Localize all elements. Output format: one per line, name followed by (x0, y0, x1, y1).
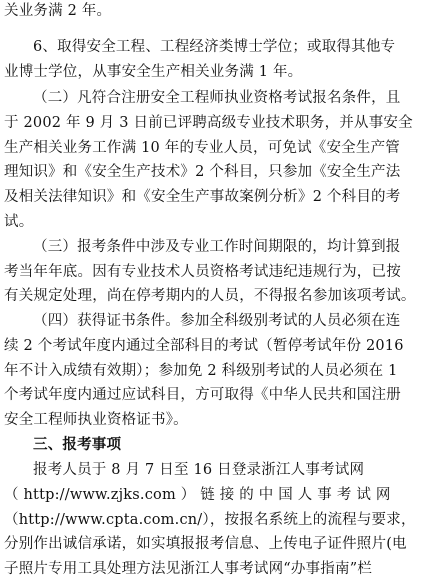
text-line: 试。 (4, 214, 34, 230)
text-line: 个考试年度内通过应试科目，方可取得《中华人民共和国注册 (4, 387, 401, 403)
text-line: 理知识》和《安全生产技术》2 个科目，只参加《安全生产法 (4, 164, 401, 180)
text-line: （http://www.cpta.com.cn/），按报名系统上的流程与要求， (4, 512, 416, 528)
text-line: 考当年年底。因有专业技术人员资格考试违纪违规行为，已按 (4, 264, 401, 280)
text-line: 子照片专用工具处理方法见浙江人事考试网“办事指南”栏 (4, 561, 373, 577)
text-line: 年不计入成绩有效期）；参加免 2 科级别考试的人员必须在 1 (4, 363, 398, 379)
text-line: 6、取得安全工程、工程经济类博士学位；或取得其他专 (33, 39, 396, 55)
text-line: 于 2002 年 9 月 3 日前已评聘高级专业技术职务，并从事安全 (4, 115, 413, 131)
text-line: 业博士学位，从事安全生产相关业务满 1 年。 (4, 64, 303, 80)
text-line: 有关规定处理，尚在停考期内的人员，不得报名参加该项考试。 (4, 288, 416, 304)
text-line: 及相关法律知识》和《安全生产事故案例分析》2 个科目的考 (4, 189, 401, 205)
text-line: 生产相关业务工作满 10 年的专业人员，可免试《安全生产管 (4, 140, 400, 156)
section-heading: 三、报考事项 (33, 437, 122, 453)
text-line: 分别作出诚信承诺，如实填报报考信息、上传电子证件照片(电 (4, 536, 407, 552)
text-line: 安全工程师执业资格证书》。 (4, 412, 188, 428)
text-line: （二）凡符合注册安全工程师执业资格考试报名条件，且 (33, 90, 401, 106)
text-line: （三）报考条件中涉及专业工作时间期限的，均计算到报 (33, 239, 401, 255)
text-line: （ http://www.zjks.com ） 链 接 的 中 国 人 事 考 试 网 (4, 487, 391, 503)
text-line: 续 2 个考试年度内通过全部科目的考试（暂停考试年份 2016 (4, 338, 404, 354)
text-line: 关业务满 2 年。 (4, 3, 112, 19)
text-line: 报考人员于 8 月 7 日至 16 日登录浙江人事考试网 (33, 462, 365, 478)
text-line: （四）获得证书条件。参加全科级别考试的人员必须在连 (33, 313, 401, 329)
